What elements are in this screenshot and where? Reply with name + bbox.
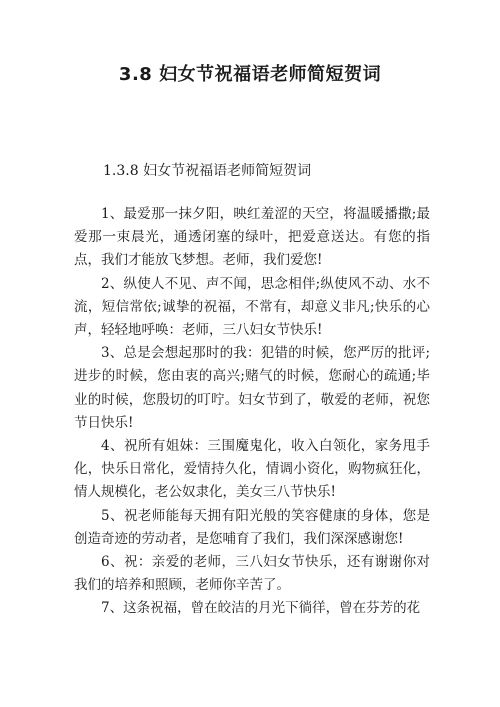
document-body — [74, 203, 430, 621]
paragraph-2: 2、纵使人不见、声不闻，思念相伴;纵使风不动、水不流，短信常依;诚挚的祝福，不常有，却意义非凡;快乐的心声，轻轻地呼唤：老师，三八妇女节快乐! — [74, 275, 430, 339]
section-heading: 1.3.8 妇女节祝福语老师简短贺词 — [103, 163, 312, 179]
document-title: 3.8 妇女节祝福语老师简短贺词 — [118, 64, 382, 85]
paragraph-3: 3、总是会想起那时的我：犯错的时候，您严厉的批评;进步的时候，您由衷的高兴;赌气的时候，您耐心的疏通;毕业的时候，您殷切的叮咛。妇女节到了，敬爱的老师，祝您节日快乐! — [74, 345, 430, 431]
paragraph-1: 1、最爱那一抹夕阳，映红羞涩的天空，将温暖播撒;最爱那一束晨光，通透闭塞的绿叶，把爱意送达。有您的指点，我们才能放飞梦想。老师，我们爱您! — [74, 206, 430, 269]
paragraph-6: 6、祝：亲爱的老师，三八妇女节快乐，还有谢谢你对我们的培养和照顾，老师你辛苦了。 — [74, 554, 430, 594]
paragraph-7: 7、这条祝福，曾在皎洁的月光下徜徉，曾在芬芳的花 — [101, 600, 421, 617]
paragraph-5: 5、祝老师能每天拥有阳光般的笑容健康的身体，您是创造奇迹的劳动者，是您哺育了我们，我们深深感谢您! — [74, 507, 430, 547]
paragraph-4: 4、祝所有姐妹：三围魔鬼化，收入白领化，家务甩手化，快乐日常化，爱情持久化，情调小资化，购物疯狂化，情人规模化，老公奴隶化，美女三八节快乐! — [74, 438, 430, 501]
